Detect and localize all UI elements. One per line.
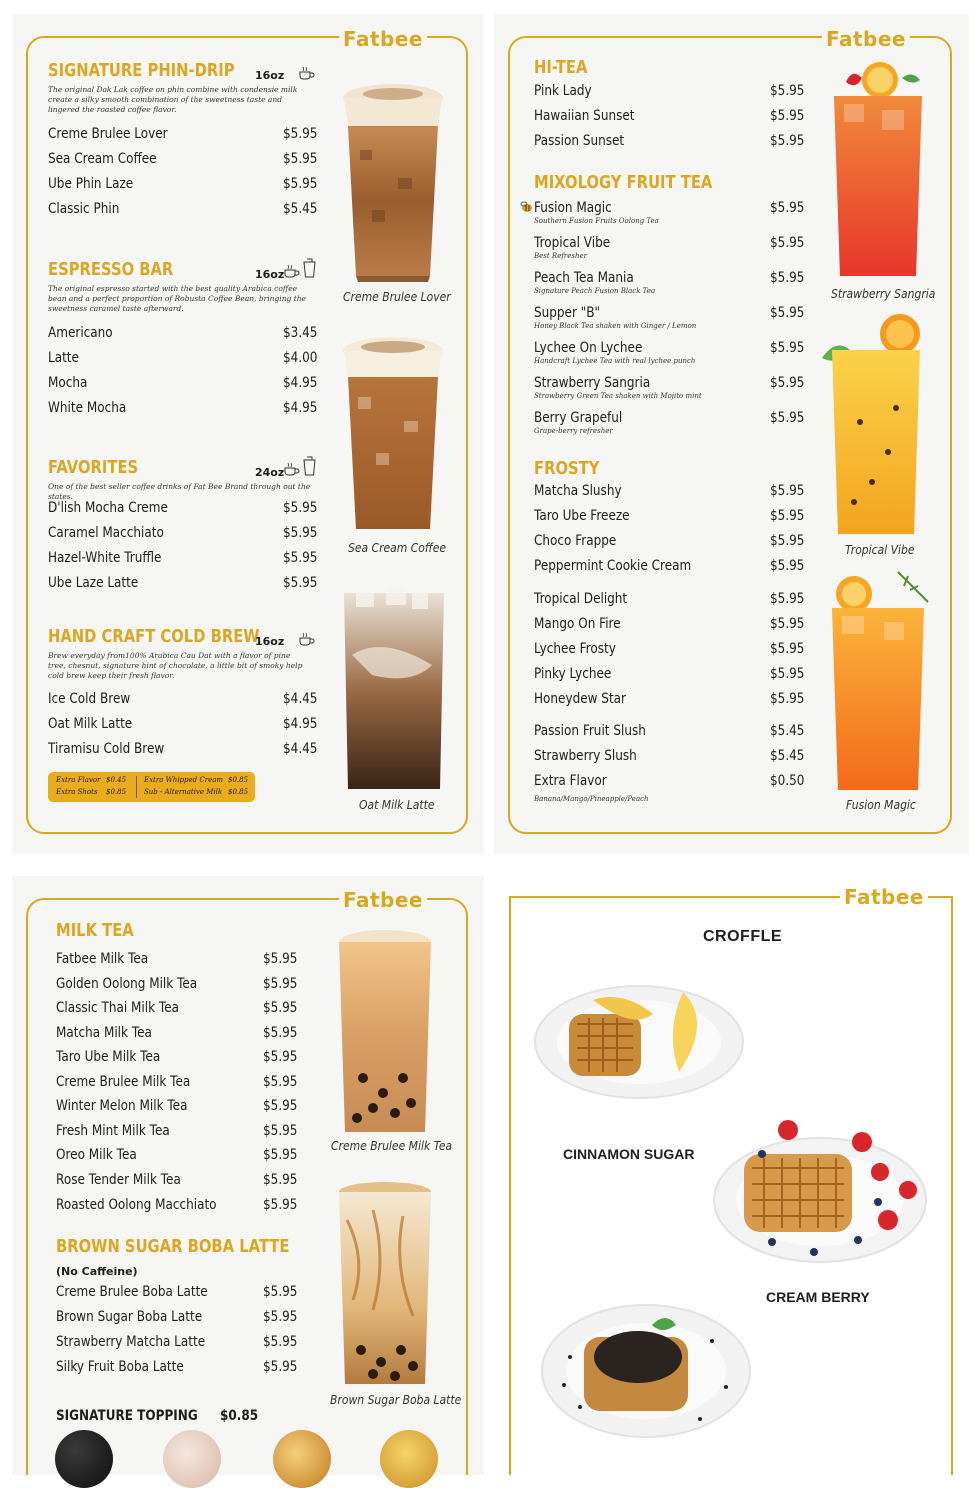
menu-item-name: Strawberry Matcha Latte [56,1334,206,1350]
menu-item-price: $4.95 [283,716,318,732]
menu-item-name: Brown Sugar Boba Latte [56,1309,203,1325]
croffle-item-label: CINNAMON SUGAR [563,1146,695,1162]
extras-box [48,772,255,802]
menu-item-name: Tropical Delight [534,591,628,607]
section-title-phin: SIGNATURE PHIN-DRIP [48,60,235,81]
menu-item-name: Strawberry Slush [534,748,637,764]
menu-item-price: $5.95 [263,1334,298,1350]
menu-item-subtitle: Strawberry Green Tea shaken with Mojito mint [534,392,702,400]
menu-item-name: Fresh Mint Milk Tea [56,1123,170,1139]
menu-item-price: $5.95 [283,500,318,516]
menu-item-price: $5.95 [263,1359,298,1375]
menu-item-name: Ube Phin Laze [48,176,134,192]
size-label: 16oz [255,635,285,648]
menu-item-price: $5.95 [263,1172,298,1188]
menu-item-name: Americano [48,325,113,341]
menu-item-price: $5.95 [770,641,805,657]
extra-name: Extra Flavor [56,776,101,784]
menu-item-name: Silky Fruit Boba Latte [56,1359,184,1375]
menu-item-name: Mocha [48,375,88,391]
croffle-title: CROFFLE [703,928,783,945]
menu-item-name: Winter Melon Milk Tea [56,1098,188,1114]
menu-item-price: $4.95 [283,375,318,391]
extra-price: $0.85 [228,788,249,796]
cinnamon-sugar-croffle-image [712,1112,928,1268]
menu-item-name: Rose Tender Milk Tea [56,1172,181,1188]
size-label: 16oz [255,268,285,281]
menu-item-price: $4.00 [283,350,318,366]
section-title-hitea: HI-TEA [534,57,588,78]
menu-item-price: $5.95 [770,270,805,286]
menu-item-name: Hazel-White Truffle [48,550,162,566]
brand-logo: Fatbee [339,28,427,50]
extra-price: $0.45 [106,776,127,784]
menu-item-price: $5.95 [283,575,318,591]
menu-item-price: $5.95 [770,591,805,607]
oat-milk-latte-image [338,585,450,793]
menu-item-name: Choco Frappe [534,533,617,549]
section-description: The original Dak Lak coffee on phin combine with condensie milk create a silky smooth combination of the sweetness taste and lingered the roasted coffee flavor. [48,85,298,114]
extra-name: Extra Whipped Cream [144,776,224,784]
menu-item-name: Roasted Oolong Macchiato [56,1197,217,1213]
menu-item-price: $5.95 [770,558,805,574]
menu-item-price: $0.50 [770,773,805,789]
menu-item-name: Extra Flavor [534,773,607,789]
menu-item-name: Mango On Fire [534,616,621,632]
iced-cup-icon [303,258,316,278]
menu-item-name: Sea Cream Coffee [48,151,157,167]
drink-caption: Strawberry Sangria [831,287,936,301]
menu-item-name: Berry Grapeful [534,410,623,426]
extra-price: $0.85 [106,788,127,796]
extra-name: Sub - Alternative Milk [144,788,223,796]
menu-item-name: Golden Oolong Milk Tea [56,976,198,992]
menu-item-subtitle: Handcraft Lychee Tea with real lychee punch [534,357,696,365]
menu-item-price: $5.95 [263,1074,298,1090]
menu-item-price: $5.95 [770,235,805,251]
menu-item-name: Creme Brulee Boba Latte [56,1284,208,1300]
tapioca-pearls-image [55,1430,113,1488]
section-description: The original espresso started with the best quality Arabica coffee bean and a perfect proportion of Robusta Coffee Bean, bringing the sweetness caramel taste afterward. [48,284,306,313]
menu-item-name: Peach Tea Mania [534,270,634,286]
drink-caption: Creme Brulee Milk Tea [331,1139,453,1153]
section-title-favorites: FAVORITES [48,457,139,478]
menu-item-price: $5.95 [283,126,318,142]
section-title-espresso: ESPRESSO BAR [48,259,174,280]
creme-brulee-milk-tea-image [333,928,437,1138]
menu-item-subtitle: Honey Black Tea shaken with Ginger / Lemon [534,322,697,330]
menu-item-name: Lychee On Lychee [534,340,643,356]
menu-item-name: Classic Thai Milk Tea [56,1000,179,1016]
menu-item-name: Tropical Vibe [534,235,611,251]
menu-item-name: Lychee Frosty [534,641,616,657]
menu-item-name: Taro Ube Freeze [534,508,630,524]
topping-price: $0.85 [220,1408,259,1424]
menu-item-subtitle: Southern Fusion Fruits Oolong Tea [534,217,659,225]
menu-item-price: $5.95 [263,1197,298,1213]
menu-item-name: Strawberry Sangria [534,375,651,391]
menu-item-price: $5.95 [283,151,318,167]
menu-item-price: $5.45 [770,748,805,764]
menu-item-price: $5.95 [263,1147,298,1163]
menu-item-price: $5.95 [283,550,318,566]
divider [136,776,137,798]
menu-item-price: $5.95 [263,1049,298,1065]
creme-brulee-topping-image [380,1430,438,1488]
size-label: 24oz [255,466,285,479]
menu-item-price: $5.95 [263,951,298,967]
cup-hot-icon [298,65,316,80]
banana-croffle-image [533,980,745,1100]
menu-item-price: $4.95 [283,400,318,416]
menu-item-name: Honeydew Star [534,691,627,707]
topping-label: SIGNATURE TOPPING [56,1408,198,1424]
drink-caption: Oat Milk Latte [359,798,435,812]
jelly-topping-image [273,1430,331,1488]
cup-hot-icon [283,461,301,476]
menu-item-name: Supper "B" [534,305,601,321]
menu-item-price: $5.45 [770,723,805,739]
menu-item-price: $4.45 [283,741,318,757]
menu-item-subtitle: Grape-berry refresher [534,427,613,435]
menu-item-price: $4.45 [283,691,318,707]
menu-item-name: Caramel Macchiato [48,525,164,541]
croffle-item-label: CREAM BERRY [766,1289,870,1305]
menu-item-price: $5.45 [283,201,318,217]
menu-item-price: $5.95 [263,1025,298,1041]
menu-item-subtitle: Banana/Mango/Pineapple/Peach [534,795,649,803]
menu-item-name: Oreo Milk Tea [56,1147,137,1163]
drink-caption: Brown Sugar Boba Latte [330,1393,462,1407]
oreo-croffle-image [540,1297,752,1439]
menu-item-name: Pink Lady [534,83,592,99]
menu-item-price: $5.95 [770,691,805,707]
section-title-mixology: MIXOLOGY FRUIT TEA [534,172,713,193]
menu-item-name: White Mocha [48,400,127,416]
menu-item-name: Fatbee Milk Tea [56,951,149,967]
menu-item-price: $5.95 [770,133,805,149]
menu-item-subtitle: Best Refresher [534,252,587,260]
section-title-frosty: FROSTY [534,458,600,479]
section-title-brownsugar: BROWN SUGAR BOBA LATTE [56,1236,290,1257]
menu-item-name: Fusion Magic [534,200,612,216]
strawberry-sangria-image [822,60,934,282]
menu-item-subtitle: Signature Peach Fusion Black Tea [534,287,656,295]
menu-item-name: Peppermint Cookie Cream [534,558,692,574]
menu-item-price: $5.95 [770,375,805,391]
menu-item-name: Latte [48,350,79,366]
menu-item-price: $5.95 [770,83,805,99]
menu-item-price: $5.95 [283,176,318,192]
menu-item-price: $5.95 [263,1284,298,1300]
menu-item-price: $5.95 [770,508,805,524]
menu-item-price: $5.95 [263,1309,298,1325]
tropical-vibe-image [818,312,933,540]
cup-hot-icon [283,263,301,278]
menu-item-name: Passion Fruit Slush [534,723,646,739]
menu-item-price: $5.95 [770,410,805,426]
menu-item-name: Matcha Slushy [534,483,622,499]
crystal-boba-image [163,1430,221,1488]
menu-item-price: $5.95 [770,483,805,499]
menu-item-name: Creme Brulee Lover [48,126,168,142]
cup-hot-icon [298,631,316,646]
drink-caption: Creme Brulee Lover [343,290,451,304]
bee-icon [519,201,533,213]
menu-item-price: $5.95 [263,1098,298,1114]
no-caffeine-note: (No Caffeine) [56,1265,138,1278]
menu-item-price: $5.95 [770,666,805,682]
menu-item-name: Oat Milk Latte [48,716,133,732]
extra-price: $0.85 [228,776,249,784]
menu-item-name: Taro Ube Milk Tea [56,1049,161,1065]
menu-item-name: Tiramisu Cold Brew [48,741,165,757]
menu-item-name: Pinky Lychee [534,666,612,682]
section-title-milktea: MILK TEA [56,920,134,941]
brown-sugar-boba-latte-image [333,1180,437,1390]
menu-item-price: $5.95 [263,1000,298,1016]
menu-item-name: Classic Phin [48,201,120,217]
sea-cream-coffee-image [336,333,451,538]
drink-caption: Sea Cream Coffee [348,541,446,555]
menu-item-price: $5.95 [770,616,805,632]
section-description: Brew everyday from100% Arabica Cau Dat with a flavor of pine tree, chesnut, signature hint of chocolate, a little bit of smoky help cold brew keep their fresh flavor. [48,651,303,680]
creme-brulee-lover-image [336,80,451,285]
menu-item-name: D'lish Mocha Creme [48,500,168,516]
menu-item-price: $3.45 [283,325,318,341]
menu-item-name: Ice Cold Brew [48,691,131,707]
menu-item-price: $5.95 [283,525,318,541]
brand-logo: Fatbee [339,889,427,911]
menu-item-price: $5.95 [263,976,298,992]
menu-item-name: Hawaiian Sunset [534,108,635,124]
menu-item-price: $5.95 [770,108,805,124]
menu-item-price: $5.95 [770,533,805,549]
menu-item-name: Passion Sunset [534,133,625,149]
menu-item-price: $5.95 [770,200,805,216]
section-description: One of the best seller coffee drinks of Fat Bee Brand through out the states. [48,482,311,501]
size-label: 16oz [255,69,285,82]
brand-logo: Fatbee [840,886,928,908]
drink-caption: Tropical Vibe [845,543,915,557]
drink-caption: Fusion Magic [846,798,916,812]
menu-item-name: Matcha Milk Tea [56,1025,152,1041]
menu-item-name: Ube Laze Latte [48,575,139,591]
menu-item-price: $5.95 [770,340,805,356]
extra-name: Extra Shots [56,788,98,796]
section-title-coldbrew: HAND CRAFT COLD BREW [48,626,260,647]
menu-item-price: $5.95 [770,305,805,321]
iced-cup-icon [303,456,316,476]
brand-logo: Fatbee [822,28,910,50]
menu-item-price: $5.95 [263,1123,298,1139]
menu-item-name: Creme Brulee Milk Tea [56,1074,191,1090]
fusion-magic-image [822,568,936,794]
